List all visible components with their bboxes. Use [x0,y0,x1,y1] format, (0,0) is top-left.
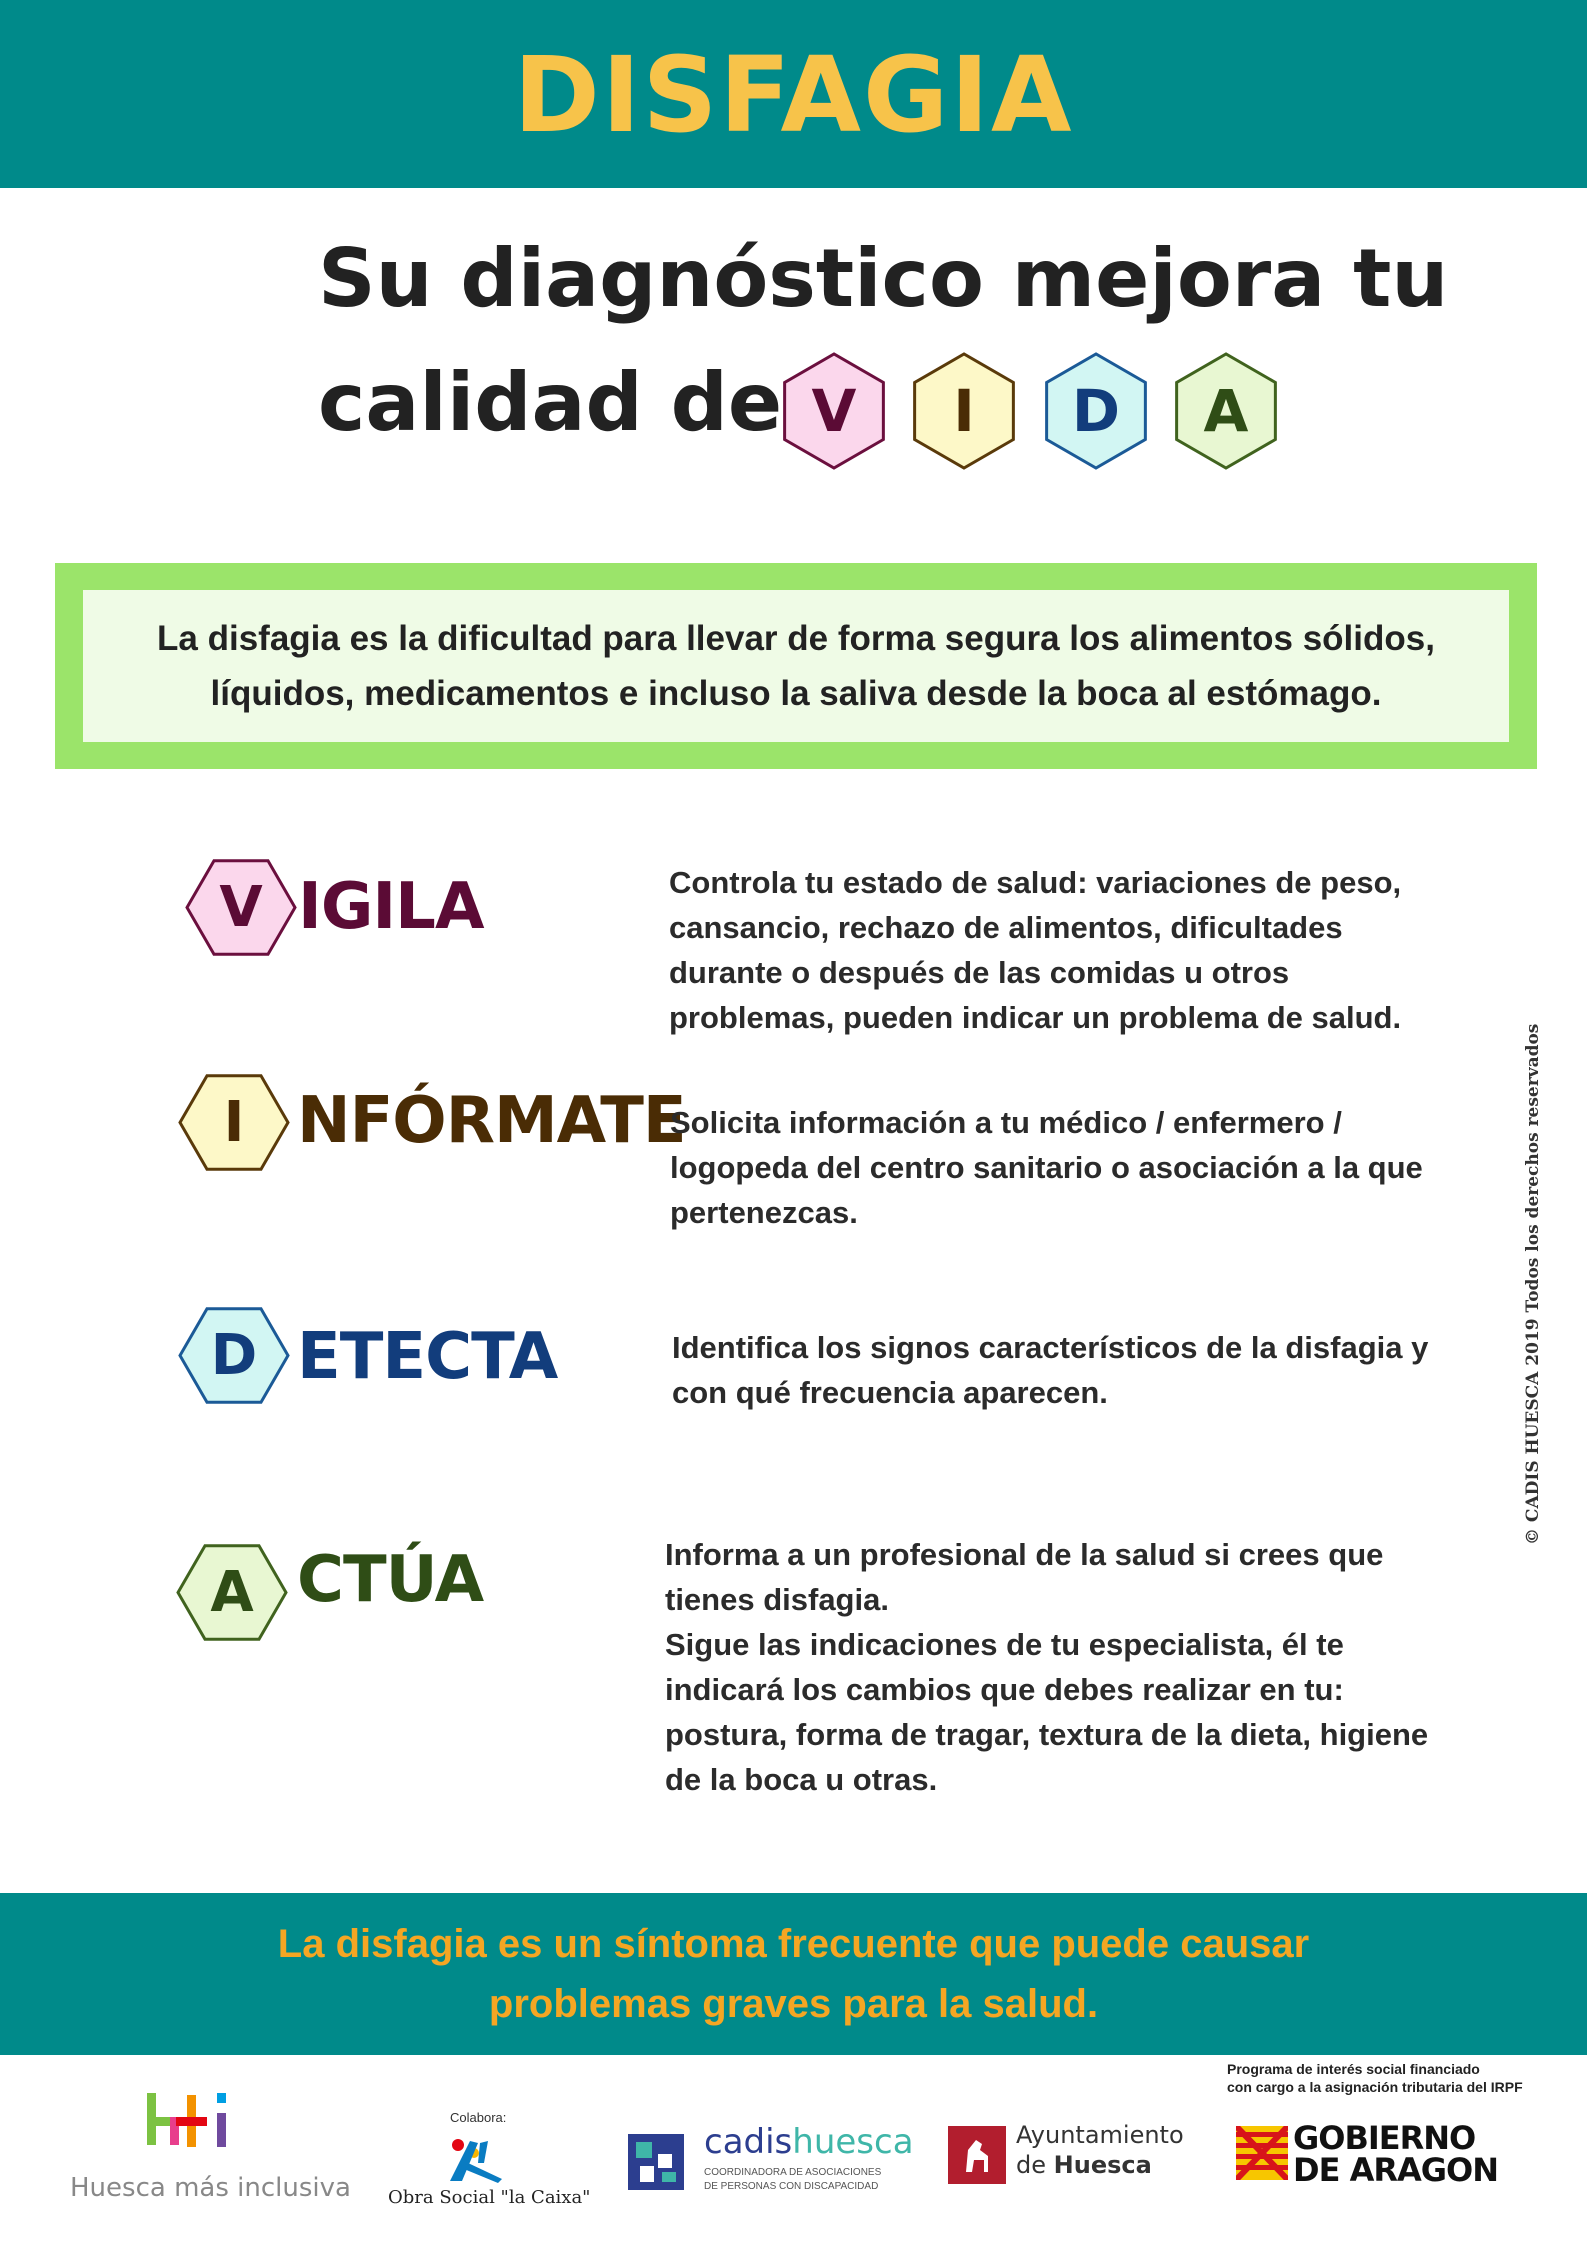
logo-note: Programa de interés social financiado con cargo a la asignación tributaria del IRPF [1227,2061,1523,2095]
logo-huesca-mas-inclusiva [60,2075,350,2225]
hexagon-letter: D [1071,377,1121,445]
subtitle-line-1: Su diagnóstico mejora tu [318,232,1449,325]
star-icon [440,2133,510,2183]
logo-name: Obra Social "la Caixa" [388,2187,591,2208]
ayuntamiento-emblem [948,2126,1006,2184]
vida-hexagon-a [1167,347,1285,475]
hexagon-letter: V [219,875,263,940]
step-hexagon-a [176,1530,288,1655]
definition-inner [83,590,1509,742]
copyright-vertical: © CADIS HUESCA 2019 Todos los derechos reservados [1523,1023,1543,1545]
hexagon-letter: I [223,1090,245,1155]
definition-text: La disfagia es la dificultad para llevar de forma segura los alimentos sólidos, líquidos, medicamentos e incluso la saliva desde la boca al estómago. [157,619,1435,713]
step-hexagon-i [178,1060,290,1185]
logo-wordmark: GOBIERNO DE ARAGON [1293,2119,1498,2189]
horse-icon [948,2126,1006,2184]
step-word-informate: NFÓRMATE [297,1084,686,1158]
step-description-actua-p1: Informa a un profesional de la salud si crees que tienes disfagia. [665,1537,1384,1617]
logo-caption: COORDINADORA DE ASOCIACIONES DE PERSONAS CON DISCAPACIDAD [704,2167,882,2192]
step-description-detecta: Identifica los signos característicos de la disfagia y con qué frecuencia aparecen. [672,1330,1429,1410]
logo-caption: Huesca más inclusiva [70,2173,351,2203]
vida-hexagon-v [775,347,893,475]
step-word-vigila: IGILA [298,870,484,944]
logo-text: Ayuntamiento de Huesca [1016,2121,1184,2179]
logo-label: Colabora: [450,2110,507,2125]
hexagon-letter: A [1203,377,1249,445]
logo-cadis-huesca [628,2118,914,2208]
logo-ayuntamiento-huesca [948,2120,1184,2200]
puzzle-icon [628,2134,684,2190]
page-title: DISFAGIA [513,34,1074,156]
step-word-detecta: ETECTA [297,1320,558,1394]
h-plus-i-logo-mark [145,2085,275,2150]
logo-wordmark: cadishuesca [704,2122,914,2162]
step-hexagon-v [185,845,297,970]
vida-hexagon-i [905,347,1023,475]
footer-message-band [0,1893,1587,2055]
step-description-actua [665,1532,1465,1802]
vida-hexagon-d [1037,347,1155,475]
hexagon-letter: D [210,1323,258,1388]
logo-obra-social-la-caixa [380,2105,591,2220]
step-hexagon-d [178,1293,290,1418]
subtitle-line-2: calidad de [318,356,783,449]
hexagon-letter: A [210,1560,254,1625]
footer-message: La disfagia es un síntoma frecuente que puede causar problemas graves para la salud. [277,1922,1310,2026]
step-description-informate: Solicita información a tu médico / enfermero / logopeda del centro sanitario o asociación a la que pertenezcas. [670,1105,1423,1230]
hexagon-letter: V [811,377,857,445]
step-word-actua: CTÚA [297,1543,484,1617]
aragon-flag-icon [1236,2126,1288,2180]
step-description-vigila: Controla tu estado de salud: variaciones de peso, cansancio, rechazo de alimentos, dificultades durante o después de las comidas u otros problemas, pueden indicar un problema de salud. [669,865,1402,1035]
hexagon-letter: I [953,377,975,445]
step-description-actua-p2: Sigue las indicaciones de tu especialista, él te indicará los cambios que debes realizar en tu: postura, forma de tragar, textura de la dieta, higiene de la boca u otras. [665,1627,1429,1797]
logo-gobierno-aragon [1225,2060,1555,2225]
